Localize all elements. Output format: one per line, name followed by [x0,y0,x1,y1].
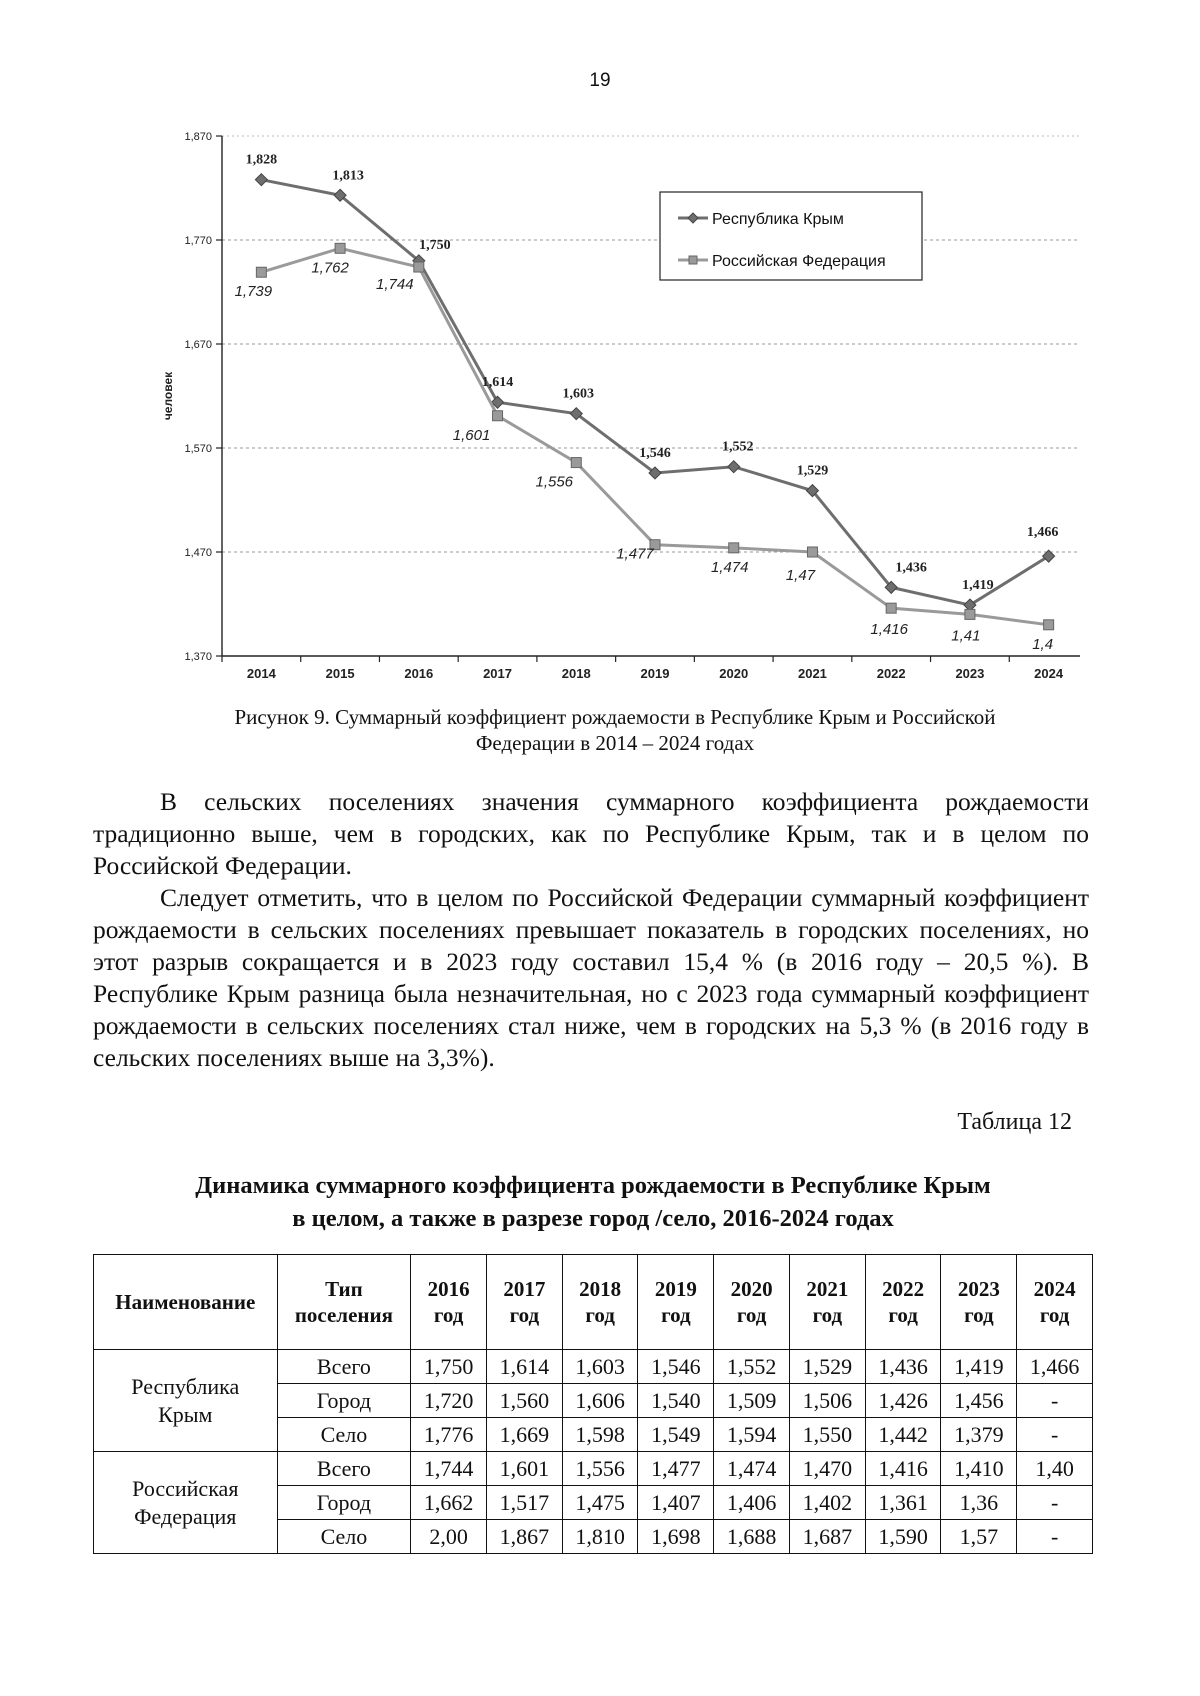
legend-marker [689,256,697,264]
value-cell: 1,594 [714,1418,790,1452]
value-cell: 1,867 [486,1520,562,1554]
value-cell: 1,603 [562,1350,638,1384]
value-cell: 1,606 [562,1384,638,1418]
data-label: 1,416 [870,621,908,639]
header-type-line-2: поселения [294,1303,393,1327]
header-year: 2021 год [789,1255,865,1350]
header-year: 2023 год [941,1255,1017,1350]
value-cell: 1,776 [411,1418,487,1452]
data-label: 1,739 [234,283,273,301]
table-row [94,1350,1093,1384]
x-tick-label: 2014 [246,666,276,681]
value-cell: 1,477 [638,1452,714,1486]
type-cell: Всего [277,1350,411,1384]
value-cell: 1,529 [789,1350,865,1384]
value-cell: 1,556 [562,1452,638,1486]
data-label: 1,762 [311,259,349,277]
value-cell: 2,00 [411,1520,487,1554]
data-label: 1,47 [785,567,816,584]
table-title [93,1169,1093,1235]
type-cell: Село [277,1520,411,1554]
data-point [807,547,817,557]
caption-line-2: Федерации в 2014 – 2024 годах [475,731,755,755]
data-label: 1,546 [639,445,671,461]
table-title-line-1: Динамика суммарного коэффициента рождаемости в Республике Крым [195,1172,991,1199]
value-cell: 1,506 [789,1384,865,1418]
value-cell: 1,436 [865,1350,941,1384]
table-row [94,1452,1093,1486]
value-cell: 1,598 [562,1418,638,1452]
value-cell: 1,546 [638,1350,714,1384]
header-year: 2020 год [714,1255,790,1350]
value-cell: 1,662 [411,1486,487,1520]
type-cell: Всего [277,1452,411,1486]
data-label: 1,750 [419,237,451,253]
y-tick-label: 1,670 [184,339,212,351]
value-cell: 1,426 [865,1384,941,1418]
caption-line-1: Рисунок 9. Суммарный коэффициент рождаемости в Республике Крым и Российской [234,705,996,729]
value-cell: 1,40 [1017,1452,1093,1486]
value-cell: 1,560 [486,1384,562,1418]
region-cell: Российская Федерация [94,1452,278,1554]
value-cell: 1,466 [1017,1350,1093,1384]
y-tick-label: 1,770 [184,235,212,247]
value-cell: 1,550 [789,1418,865,1452]
value-cell: 1,361 [865,1486,941,1520]
data-label: 1,477 [616,545,654,563]
value-cell: 1,474 [714,1452,790,1486]
value-cell: 1,456 [941,1384,1017,1418]
data-point [414,262,424,272]
data-label: 1,603 [562,386,595,402]
type-cell: Село [277,1418,411,1452]
data-label: 1,744 [376,276,414,294]
table-title-line-2: в целом, а также в разрезе город /село, 2016-2024 годах [292,1205,894,1232]
value-cell: 1,402 [789,1486,865,1520]
value-cell: 1,475 [562,1486,638,1520]
value-cell: 1,687 [789,1520,865,1554]
value-cell: 1,410 [941,1452,1017,1486]
data-label: 1,41 [951,627,981,645]
value-cell: - [1017,1418,1093,1452]
paragraph-1: В сельских поселениях значения суммарного коэффициента рождаемости традиционно выше, чем в городских, как по Республике Крым, так и в целом по Российской Федерации. [93,787,1089,880]
value-cell: 1,540 [638,1384,714,1418]
y-axis-label: человек [161,371,175,421]
data-label: 1,828 [245,152,278,168]
data-point [256,267,266,277]
data-label: 1,529 [796,463,829,479]
data-label: 1,474 [710,558,749,576]
y-tick-label: 1,470 [184,547,212,559]
data-label: 1,601 [452,426,491,444]
header-year: 2018 год [562,1255,638,1350]
figure-caption [150,704,1080,756]
value-cell: 1,669 [486,1418,562,1452]
data-point [1044,620,1054,630]
value-cell: 1,688 [714,1520,790,1554]
value-cell: 1,590 [865,1520,941,1554]
region-cell: Республика Крым [94,1350,278,1452]
value-cell: 1,509 [714,1384,790,1418]
value-cell: 1,810 [562,1520,638,1554]
data-point [965,609,975,619]
x-tick-label: 2024 [1034,666,1064,681]
data-label: 1,614 [481,375,514,391]
table-header-row [94,1255,1093,1350]
value-cell: - [1017,1384,1093,1418]
data-point [571,458,581,468]
x-tick-label: 2018 [561,666,591,681]
paragraph-2: Следует отметить, что в целом по Российской Федерации суммарный коэффициент рождаемости в сельских поселениях превышает показатель в городских поселениях, но этот разрыв сокращается и в 2023 году составил 15,4 % (в 2016 году – 20,5 %). В Республике Крым разница была незначительная, но с 2023 года суммарный коэффициент рождаемости в сельских поселениях стал ниже, чем в городских на 5,3 % (в 2016 году в сельских поселениях выше на 3,3%). [93,883,1089,1072]
value-cell: 1,601 [486,1452,562,1486]
data-label: 1,552 [721,439,754,455]
header-year: 2024 год [1017,1255,1093,1350]
y-tick-label: 1,370 [184,651,212,663]
y-tick-label: 1,570 [184,443,212,455]
type-cell: Город [277,1486,411,1520]
value-cell: 1,442 [865,1418,941,1452]
birth-rate-table [93,1254,1093,1554]
value-cell: 1,549 [638,1418,714,1452]
value-cell: 1,406 [714,1486,790,1520]
value-cell: 1,470 [789,1452,865,1486]
header-year: 2022 год [865,1255,941,1350]
x-tick-label: 2020 [719,666,749,681]
data-point [493,411,503,421]
x-tick-label: 2016 [404,666,434,681]
value-cell: 1,552 [714,1350,790,1384]
value-cell: 1,407 [638,1486,714,1520]
x-tick-label: 2023 [955,666,985,681]
data-label: 1,466 [1026,525,1059,541]
header-year: 2017 год [486,1255,562,1350]
x-tick-label: 2021 [797,666,827,681]
legend-label: Республика Крым [712,211,844,228]
header-name: Наименование [94,1255,278,1350]
plot-area [222,136,1080,656]
value-cell: - [1017,1520,1093,1554]
value-cell: 1,614 [486,1350,562,1384]
value-cell: 1,379 [941,1418,1017,1452]
birth-rate-chart [150,118,1080,688]
header-type-line-1: Тип [325,1277,363,1301]
value-cell: 1,416 [865,1452,941,1486]
data-label: 1,436 [895,560,927,576]
value-cell: - [1017,1486,1093,1520]
legend-label: Российская Федерация [712,253,886,270]
data-label: 1,813 [332,168,364,184]
y-tick-label: 1,870 [184,131,212,143]
type-cell: Город [277,1384,411,1418]
x-tick-label: 2019 [640,666,670,681]
data-point [335,243,345,253]
value-cell: 1,720 [411,1384,487,1418]
data-point [729,543,739,553]
table-label: Таблица 12 [957,1109,1072,1135]
data-label: 1,556 [535,473,574,491]
value-cell: 1,36 [941,1486,1017,1520]
header-type [277,1255,411,1350]
page-number: 19 [589,70,611,91]
value-cell: 1,419 [941,1350,1017,1384]
value-cell: 1,744 [411,1452,487,1486]
data-label: 1,4 [1032,635,1054,653]
data-label: 1,419 [962,578,994,594]
data-point [886,603,896,613]
value-cell: 1,698 [638,1520,714,1554]
header-year: 2016 год [411,1255,487,1350]
header-year: 2019 год [638,1255,714,1350]
value-cell: 1,57 [941,1520,1017,1554]
x-tick-label: 2017 [483,666,513,681]
value-cell: 1,517 [486,1486,562,1520]
x-tick-label: 2022 [876,666,906,681]
value-cell: 1,750 [411,1350,487,1384]
x-tick-label: 2015 [325,666,355,681]
